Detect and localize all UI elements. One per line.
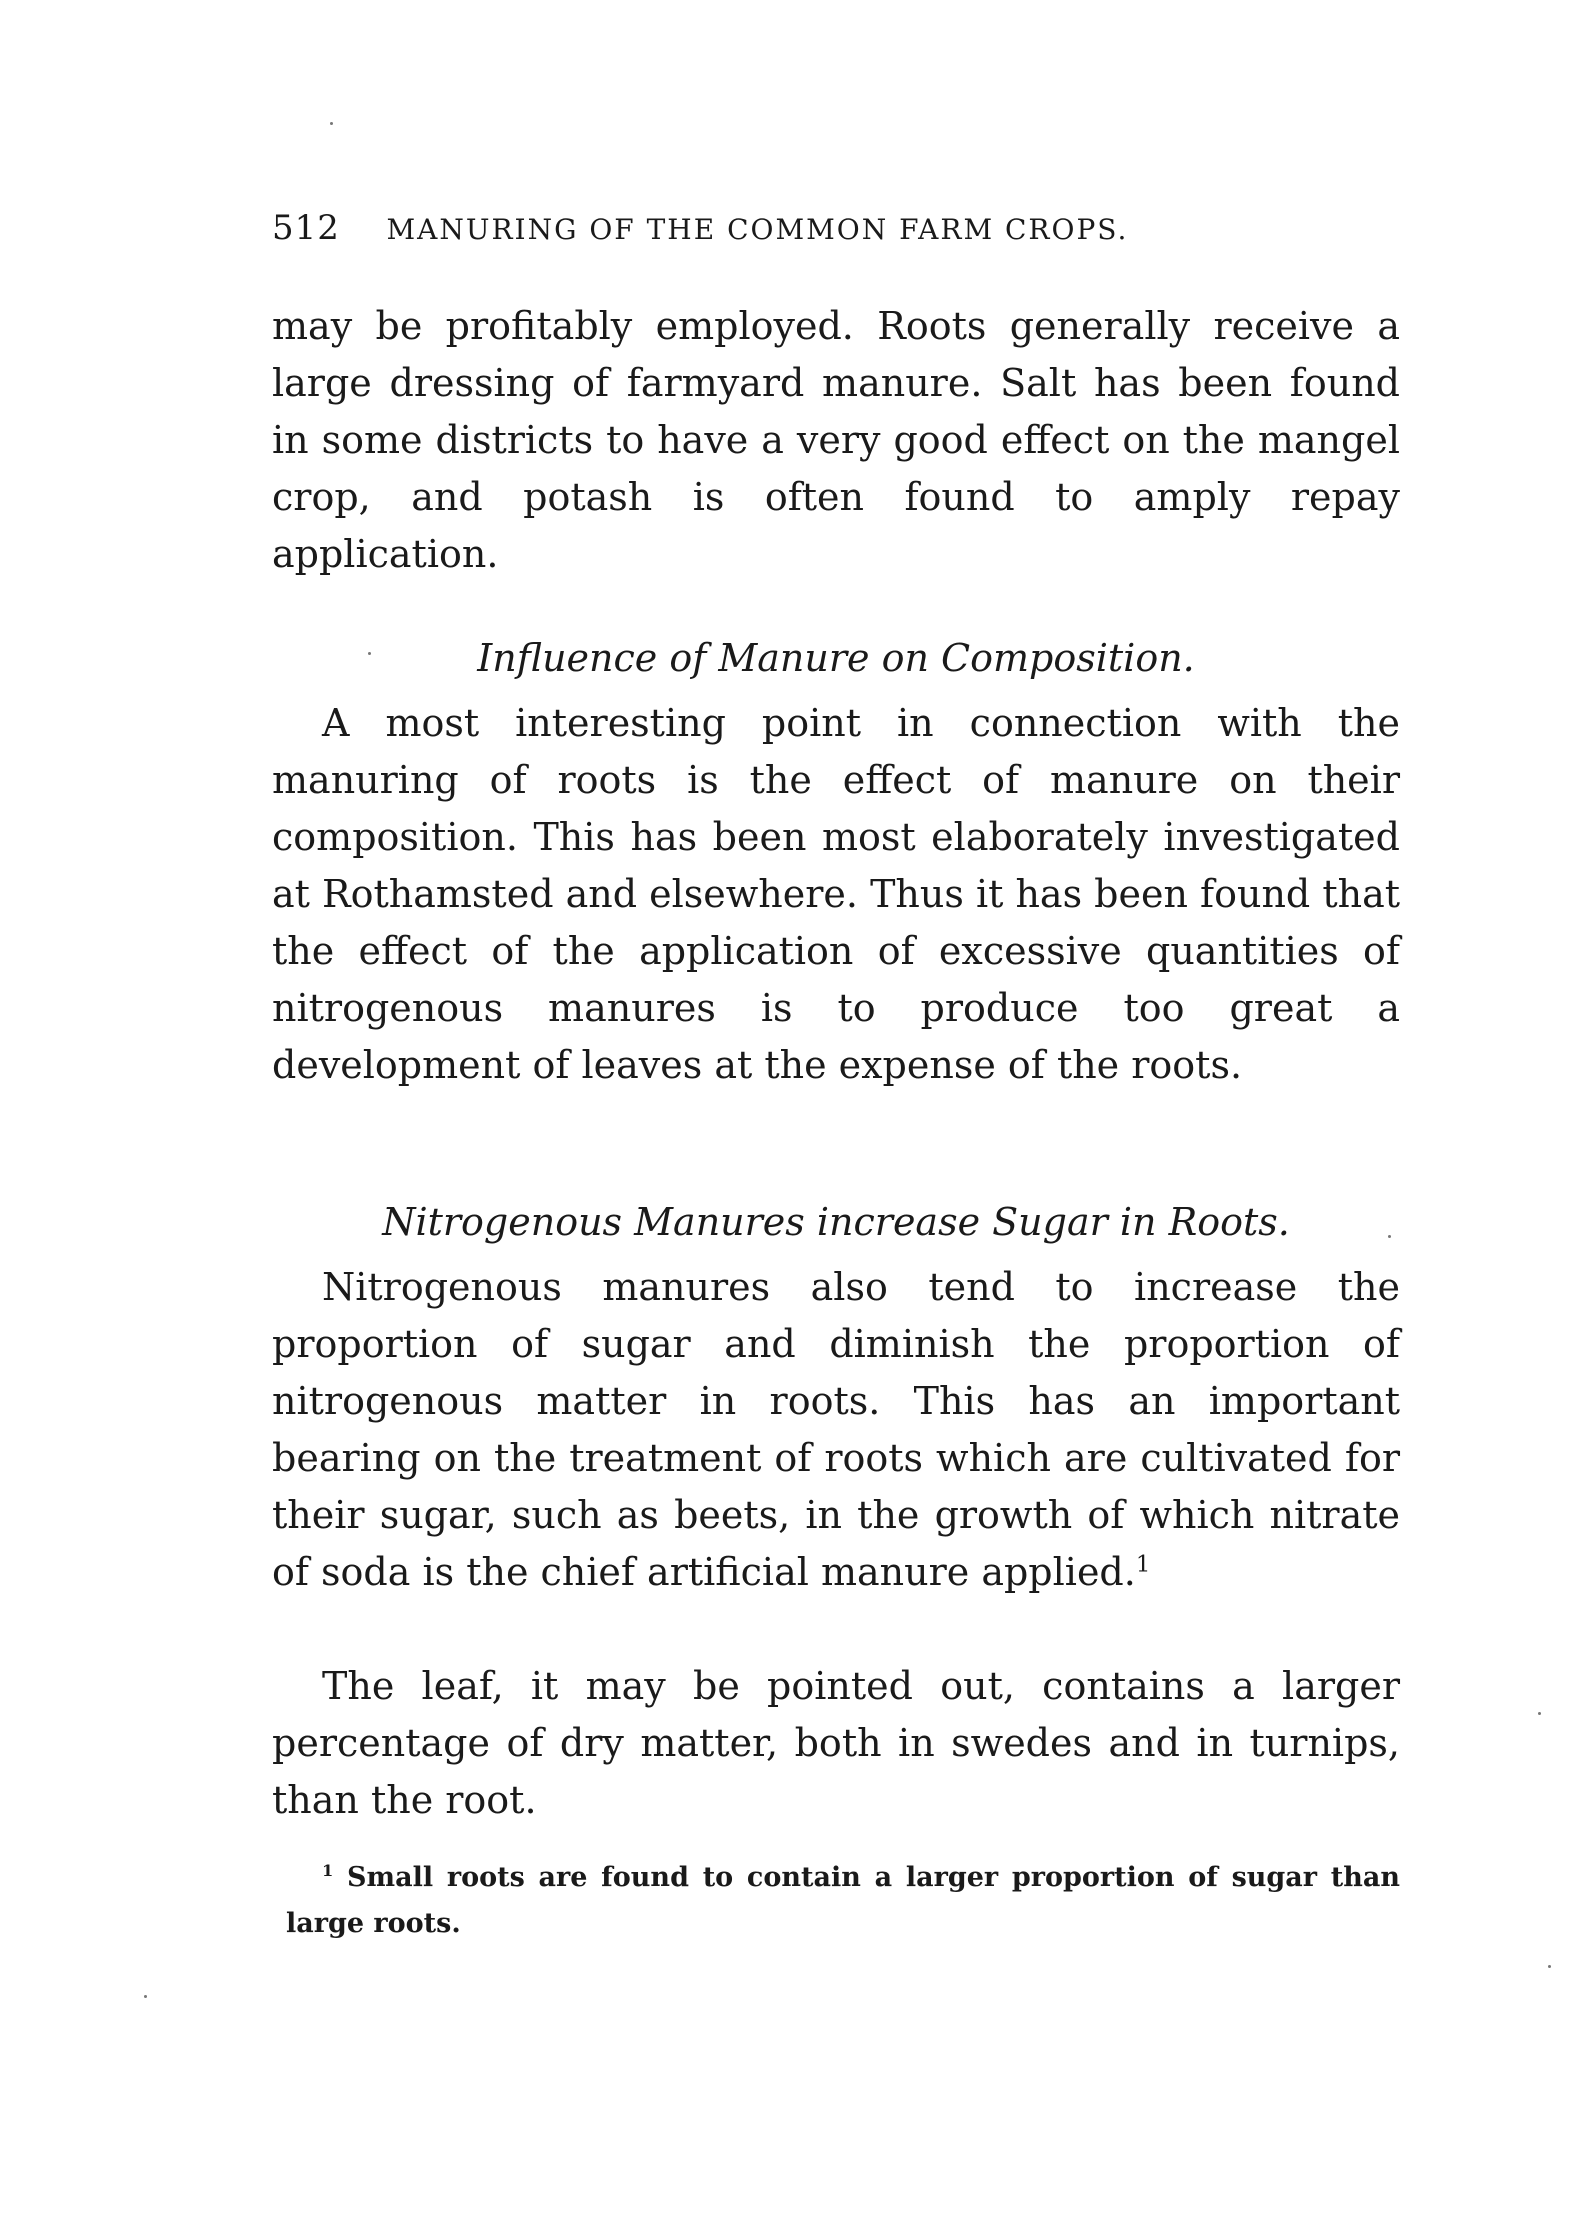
running-title: MANURING OF THE COMMON FARM CROPS. [386,213,1129,246]
paragraph-roots-dressing: may be profitably employed. Roots generally receive a large dressing of farmyard manure. Salt has been found in some districts to have a very good effect on the mangel crop, and potash is often found to amply repay application. [272,304,1400,576]
footnote-reference: 1 [1135,1551,1151,1578]
paragraph-nitrogenous-sugar-text: Nitrogenous manures also tend to increase the proportion of sugar and diminish the proportion of nitrogenous matter in roots. This has an important bearing on the treatment of roots which are cultivated for their sugar, such as beets, in the growth of which nitrate of soda is the chief artificial manure applied. [272,1265,1400,1594]
running-head [272,208,1272,248]
paper-speck [330,122,333,125]
section-heading-influence: Influence of Manure on Composition. [477,636,1195,680]
paper-speck [368,652,371,655]
paragraph-manure-composition: A most interesting point in connection with the manuring of roots is the effect of manure on their composition. This has been most elaborately investigated at Rothamsted and elsewhere. Thus it has been found that the effect of the application of excessive quantities of nitrogenous manures is to produce too great a development of leaves at the expense of the roots. [272,701,1400,1087]
page-number: 512 [272,208,340,248]
section-heading-sugar: Nitrogenous Manures increase Sugar in Roots. [382,1200,1290,1244]
paper-speck [1548,1965,1551,1968]
paragraph-nitrogenous-sugar [272,1259,1400,1601]
paper-speck [1538,1712,1541,1715]
footnote [286,1855,1400,1947]
paper-speck [1388,1235,1391,1238]
paragraph-leaf-dry-matter: The leaf, it may be pointed out, contains a larger percentage of dry matter, both in swedes and in turnips, than the root. [272,1664,1400,1822]
footnote-text: Small roots are found to contain a larger proportion of sugar than large roots. [286,1862,1401,1939]
paper-speck [144,1995,147,1998]
footnote-marker: 1 [322,1861,334,1880]
